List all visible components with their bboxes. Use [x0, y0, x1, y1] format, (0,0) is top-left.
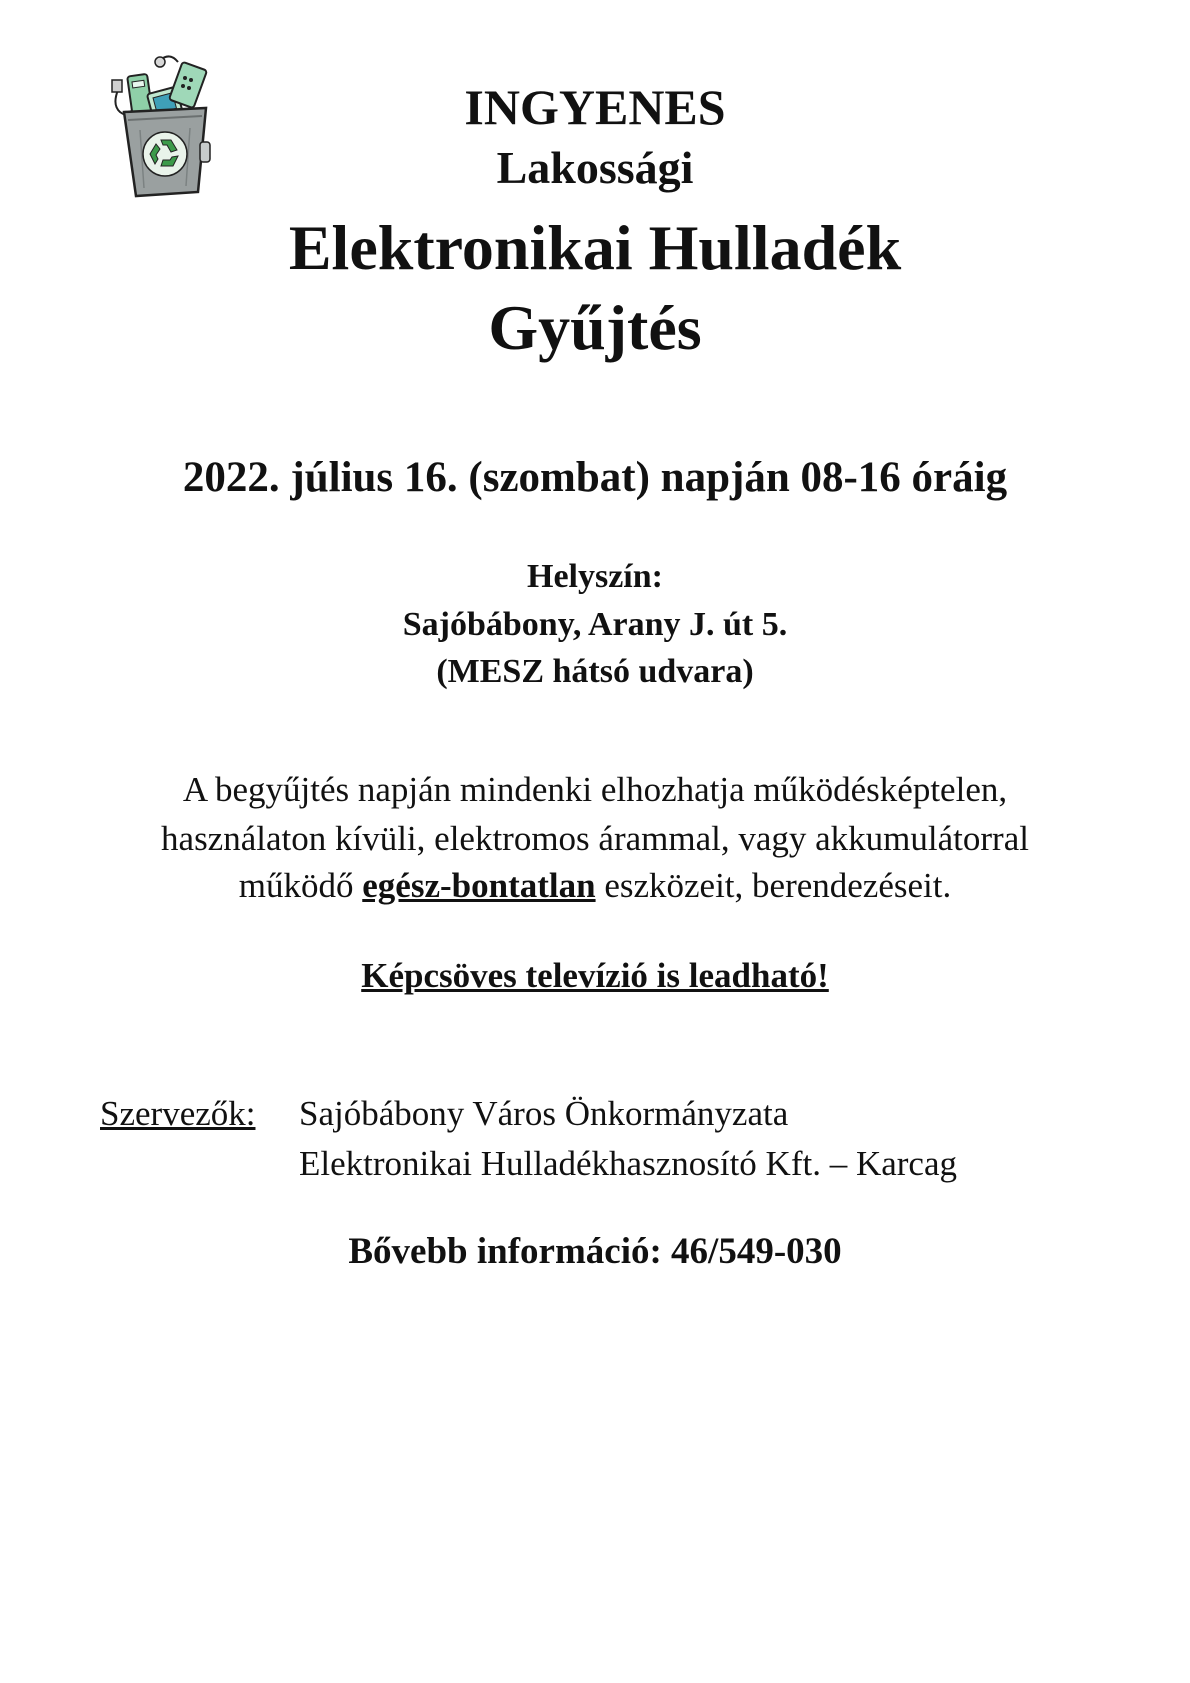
description-line-1: A begyűjtés napján mindenki elhozhatja működésképtelen, — [182, 770, 1008, 809]
more-info: Bővebb információ: 46/549-030 — [348, 1231, 842, 1272]
description-suffix: eszközeit, berendezéseit. — [595, 866, 952, 905]
description-emphasis: egész-bontatlan — [362, 866, 596, 905]
headline-collection: Gyűjtés — [488, 292, 702, 363]
description-line-3 — [0, 862, 1190, 910]
organizer-item: Sajóbábony Város Önkormányzata — [299, 1094, 789, 1133]
location-detail: (MESZ hátsó udvara) — [436, 653, 754, 690]
location-address: Sajóbábony, Arany J. út 5. — [402, 606, 788, 643]
headline-electronic-waste: Elektronikai Hulladék — [288, 212, 902, 283]
tv-notice: Képcsöves televízió is leadható! — [361, 956, 829, 995]
event-date: 2022. július 16. (szombat) napján 08-16 óráig — [182, 454, 1008, 501]
organizers-label: Szervezők: — [100, 1094, 256, 1133]
description-prefix: működő — [238, 866, 363, 905]
headline-free: INGYENES — [464, 79, 726, 135]
location-label: Helyszín: — [527, 558, 663, 595]
description-line-2: használaton kívüli, elektromos árammal, vagy akkumulátorral — [161, 819, 1029, 858]
headline-residential: Lakossági — [496, 142, 694, 193]
organizer-item: Elektronikai Hulladékhasznosító Kft. – Karcag — [299, 1144, 957, 1183]
